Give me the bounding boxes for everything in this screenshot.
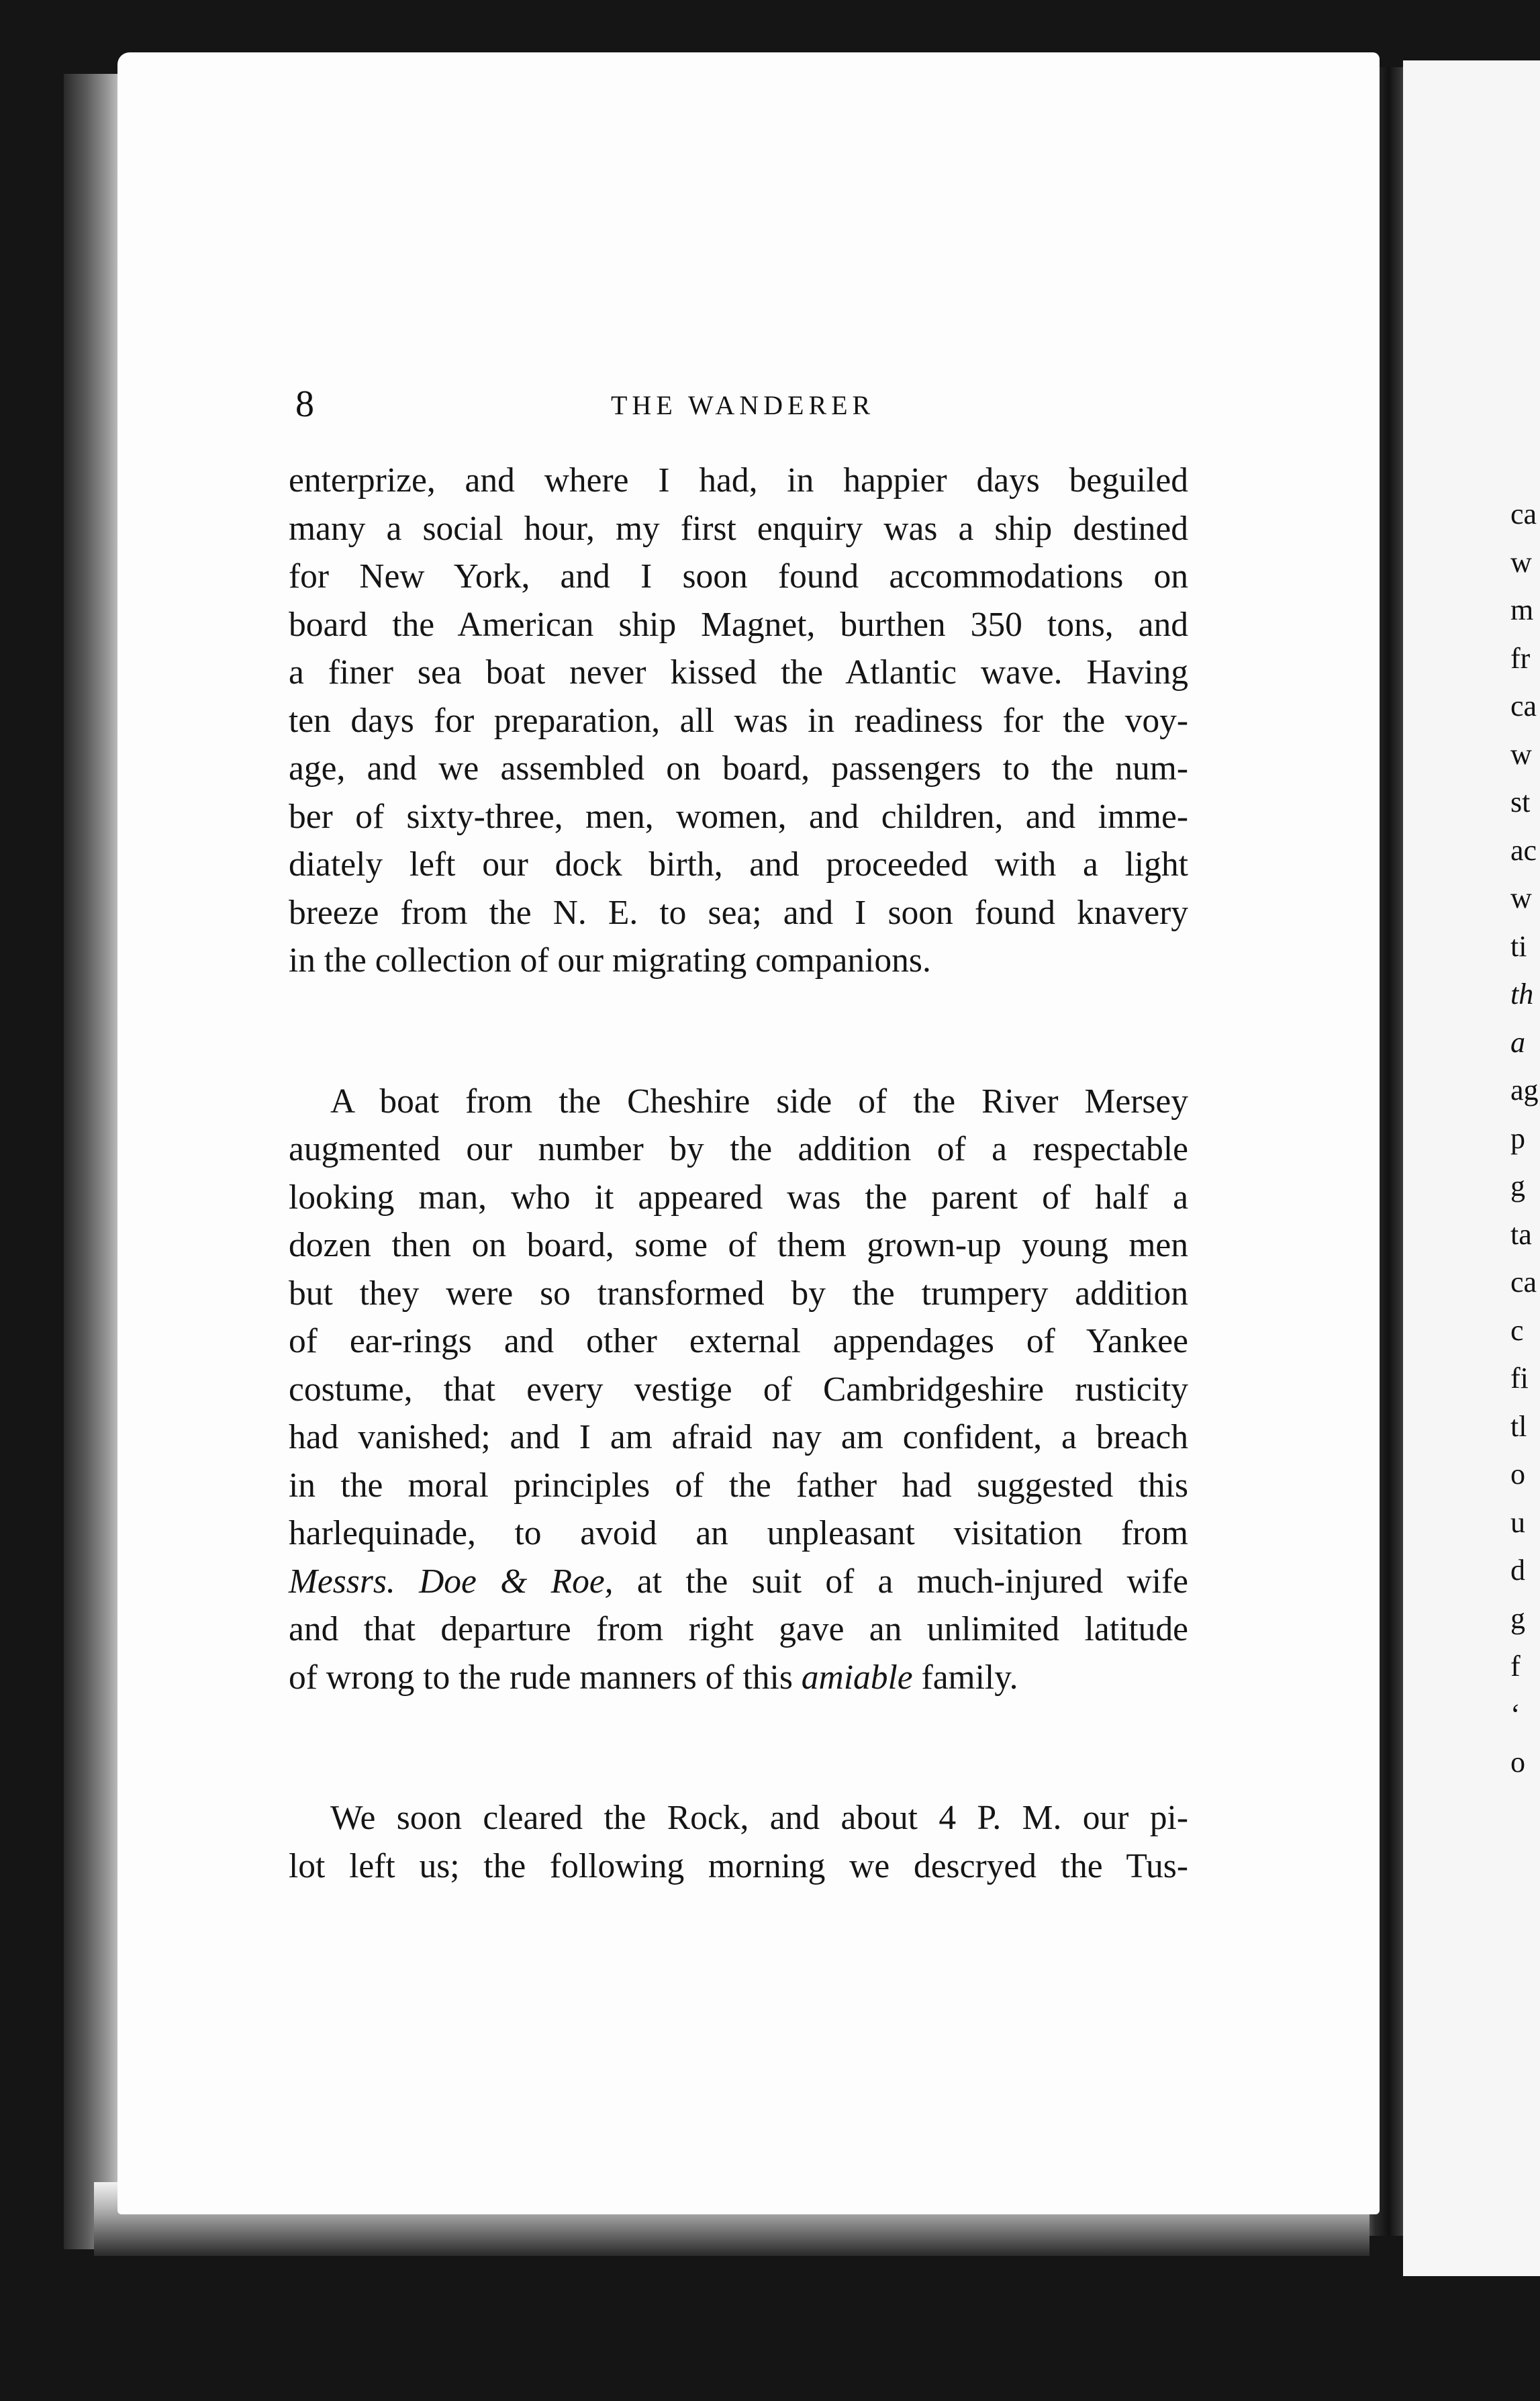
text-line-italic-mix	[289, 1558, 1188, 1606]
body-text	[289, 457, 1188, 1890]
facing-page-fragment: p	[1510, 1121, 1525, 1155]
text-line: in the moral principles of the father had suggested this	[289, 1466, 1188, 1505]
facing-page-fragment: u	[1510, 1505, 1525, 1539]
text-line: had vanished; and I am afraid nay am confident, a breach	[289, 1418, 1188, 1456]
facing-page-fragment: o	[1510, 1746, 1525, 1779]
text-line: a finer sea boat never kissed the Atlantic wave. Having	[289, 653, 1188, 692]
text-segment: family.	[912, 1658, 1018, 1697]
text-line: looking man, who it appeared was the parent of half a	[289, 1178, 1188, 1217]
facing-page-fragment: w	[1510, 882, 1532, 914]
page-number: 8	[295, 383, 314, 425]
facing-page-fragment: m	[1510, 594, 1534, 626]
facing-page-fragment: o	[1510, 1458, 1525, 1491]
text-line: breeze from the N. E. to sea; and I soon found knavery	[289, 893, 1188, 932]
text-line: and that departure from right gave an unlimited latitude	[289, 1610, 1188, 1648]
facing-page-fragment: g	[1510, 1170, 1525, 1203]
text-line: lot left us; the following morning we descryed the Tus-	[289, 1846, 1188, 1885]
facing-page-fragment: th	[1510, 978, 1534, 1010]
facing-page-fragment: ta	[1510, 1217, 1532, 1251]
text-line: harlequinade, to avoid an unpleasant visitation from	[289, 1514, 1188, 1552]
text-line: many a social hour, my first enquiry was a ship destined	[289, 509, 1188, 548]
text-line: diately left our dock birth, and proceeded with a light	[289, 845, 1188, 884]
facing-page-fragment: ‘	[1510, 1697, 1521, 1731]
facing-page-fragment: w	[1510, 545, 1532, 579]
text-line: in the collection of our migrating companions.	[289, 941, 931, 980]
facing-page-fragment: tl	[1510, 1409, 1527, 1443]
facing-page-fragment: fr	[1510, 641, 1531, 675]
text-line: board the American ship Magnet, burthen 350 tons, and	[289, 605, 1188, 644]
text-line: augmented our number by the addition of a respectable	[289, 1130, 1188, 1168]
facing-page-fragment: fi	[1510, 1362, 1529, 1395]
paragraph-1	[289, 457, 1188, 985]
text-segment: at the suit of a much-injured wife	[613, 1562, 1188, 1601]
text-line: of ear-rings and other external appendages of Yankee	[289, 1322, 1188, 1360]
facing-page-fragment: ac	[1510, 833, 1537, 867]
text-line: We soon cleared the Rock, and about 4 P. M. our pi-	[330, 1799, 1188, 1837]
text-line: dozen then on board, some of them grown-up young men	[289, 1226, 1188, 1264]
facing-page-fragment: ca	[1510, 1266, 1537, 1299]
facing-page-fragment: w	[1510, 737, 1532, 771]
text-segment: of wrong to the rude manners of this	[289, 1658, 802, 1697]
facing-page-fragment: f	[1510, 1650, 1521, 1683]
text-line: ber of sixty-three, men, women, and children, and imme-	[289, 797, 1188, 836]
facing-page-fragment: ca	[1510, 498, 1537, 530]
facing-page-fragment: g	[1510, 1601, 1525, 1635]
italic-segment: amiable	[801, 1658, 913, 1697]
text-line: age, and we assembled on board, passengers to the num-	[289, 749, 1188, 788]
facing-page-fragment: ti	[1510, 929, 1527, 963]
facing-page-text-fragments	[1510, 490, 1540, 1787]
text-line: enterprize, and where I had, in happier days beguiled	[289, 461, 1188, 500]
italic-segment: Messrs. Doe & Roe,	[289, 1562, 614, 1601]
text-line: but they were so transformed by the trumpery addition	[289, 1274, 1188, 1313]
facing-page-fragment: c	[1510, 1313, 1524, 1347]
text-line: A boat from the Cheshire side of the River Mersey	[330, 1082, 1188, 1121]
paragraph-2	[289, 1078, 1188, 1702]
paragraph-3	[289, 1794, 1188, 1890]
text-line: costume, that every vestige of Cambridgeshire rusticity	[289, 1370, 1188, 1409]
page-header	[295, 383, 1182, 436]
facing-page-fragment: ag	[1510, 1074, 1539, 1107]
facing-page-fragment: st	[1510, 786, 1531, 818]
text-line: for New York, and I soon found accommodations on	[289, 557, 1188, 596]
text-line-italic-mix	[289, 1654, 1188, 1702]
facing-page-fragment: d	[1510, 1554, 1525, 1587]
facing-page-fragment: ca	[1510, 690, 1537, 722]
facing-page-fragment: a	[1510, 1025, 1525, 1059]
text-line: ten days for preparation, all was in readiness for the voy-	[289, 701, 1188, 740]
running-head: THE WANDERER	[611, 390, 875, 420]
